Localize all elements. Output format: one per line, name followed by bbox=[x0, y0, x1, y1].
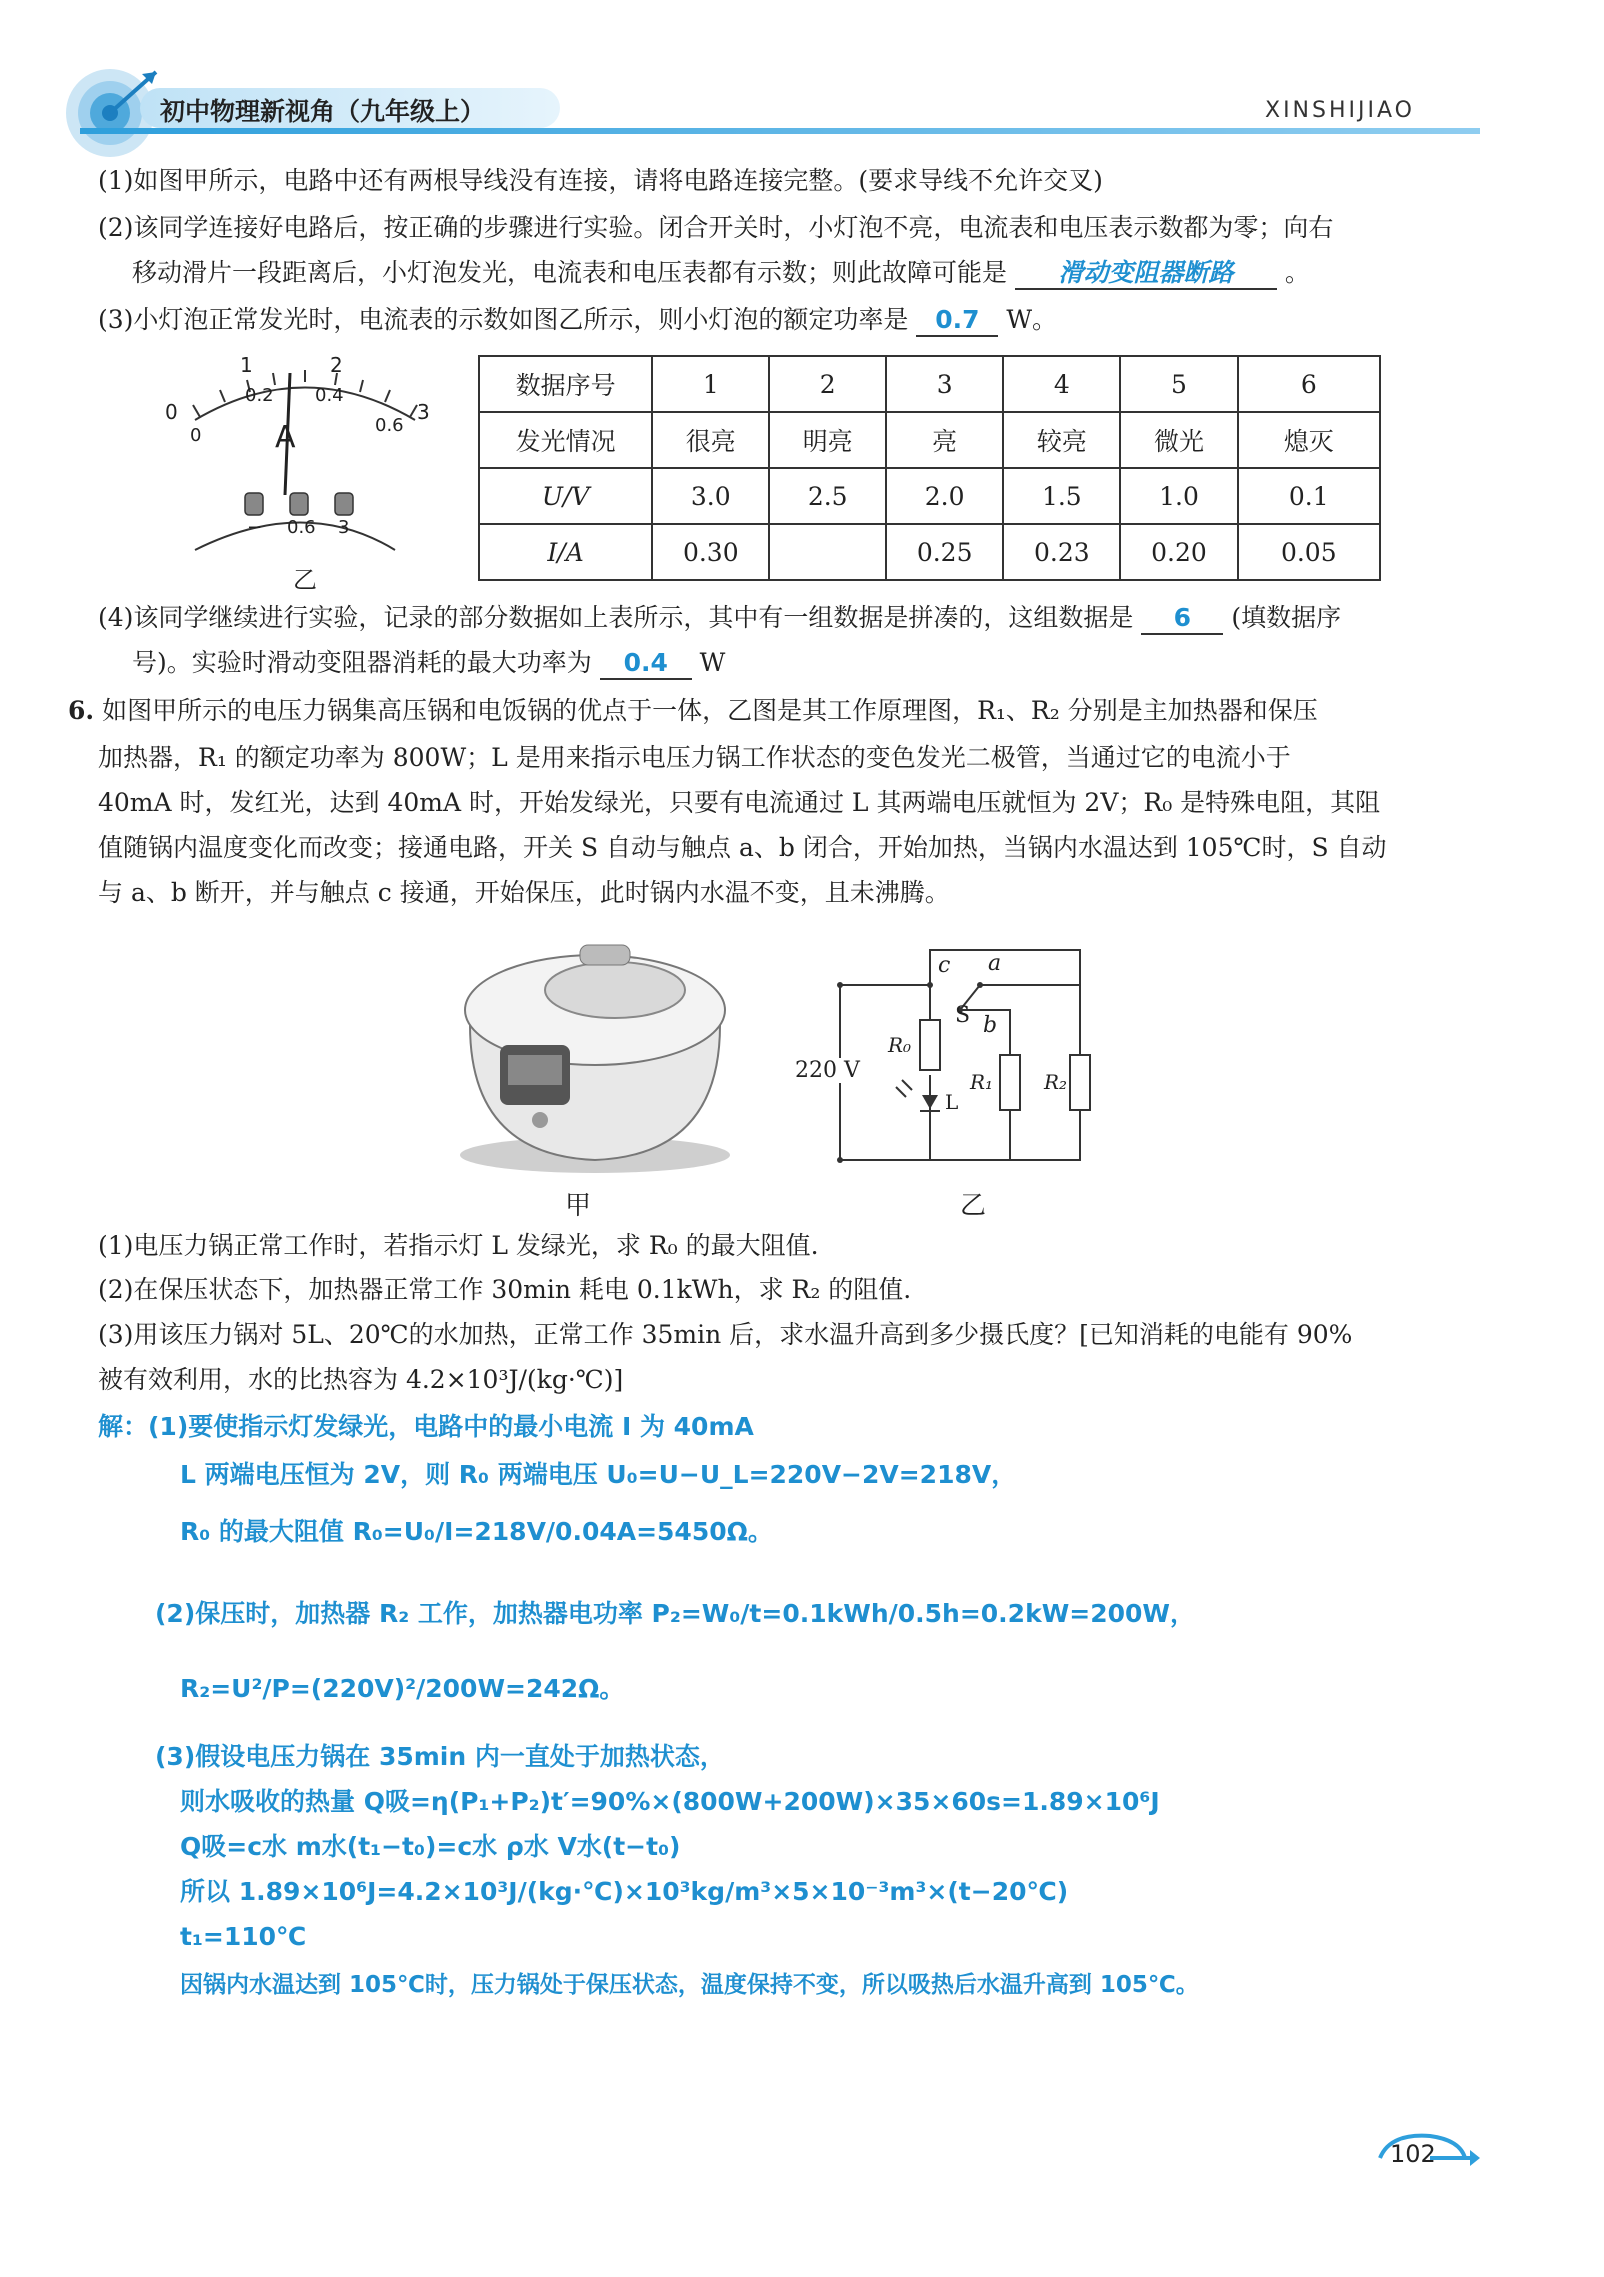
q5-part4-text: (4)该同学继续进行实验，记录的部分数据如上表所示，其中有一组数据是拼凑的，这组数据是 bbox=[98, 603, 1134, 632]
ammeter-caption: 乙 bbox=[293, 566, 317, 594]
q5-part2-text: 移动滑片一段距离后，小灯泡发光，电流表和电压表都有示数；则此故障可能是 bbox=[132, 258, 1008, 287]
table-cell: 6 bbox=[1238, 356, 1380, 412]
table-cell: 0.1 bbox=[1238, 468, 1380, 524]
table-cell: 0.23 bbox=[1003, 524, 1120, 580]
pressure-cooker-image bbox=[440, 915, 750, 1185]
ammeter-dial-icon bbox=[155, 345, 455, 575]
circuit-voltage: 220 V bbox=[795, 1058, 860, 1083]
table-cell: 3.0 bbox=[652, 468, 769, 524]
ammeter-scale-bottom-1: 0.2 bbox=[245, 385, 274, 406]
q6-sub2: (2)在保压状态下，加热器正常工作 30min 耗电 0.1kWh，求 R₂ 的阻值. bbox=[98, 1275, 912, 1304]
table-cell: 0.30 bbox=[652, 524, 769, 580]
ammeter-terminal-3: 3 bbox=[338, 517, 350, 538]
table-cell: 明亮 bbox=[769, 412, 886, 468]
circuit-label-s: S bbox=[955, 1003, 971, 1028]
table-row bbox=[479, 412, 1380, 468]
q5-part4-answer2: 0.4 bbox=[600, 648, 692, 680]
ammeter-figure bbox=[155, 345, 455, 595]
ammeter-scale-bottom-2: 0.4 bbox=[315, 385, 344, 406]
q5-part1: (1)如图甲所示，电路中还有两根导线没有连接，请将电路连接完整。(要求导线不允许交叉) bbox=[98, 166, 1103, 195]
table-cell: 2.5 bbox=[769, 468, 886, 524]
q6-sub3-line2: 被有效利用，水的比热容为 4.2×10³J/(kg·℃)] bbox=[98, 1365, 624, 1394]
q5-part3-text: (3)小灯泡正常发光时，电流表的示数如图乙所示，则小灯泡的额定功率是 bbox=[98, 305, 909, 334]
ammeter-terminal-06: 0.6 bbox=[287, 517, 316, 538]
table-row bbox=[479, 468, 1380, 524]
header-title: 初中物理新视角（九年级上） bbox=[160, 97, 486, 126]
table-cell: I/A bbox=[479, 524, 652, 580]
solution-line3: R₀ 的最大阻值 R₀=U₀/I=218V/0.04A=5450Ω。 bbox=[180, 1517, 773, 1546]
table-cell: 发光情况 bbox=[479, 412, 652, 468]
circuit-label-c: c bbox=[938, 953, 951, 978]
q5-part2-end: 。 bbox=[1284, 258, 1310, 287]
solution-line5: R₂=U²/P=(220V)²/200W=242Ω。 bbox=[180, 1674, 625, 1703]
header-rule bbox=[80, 128, 1480, 134]
circuit-label-b: b bbox=[983, 1013, 998, 1038]
q5-part3-unit: W。 bbox=[1006, 305, 1058, 334]
ammeter-scale-top-2: 2 bbox=[330, 353, 343, 377]
solution-line10: t₁=110℃ bbox=[180, 1922, 307, 1951]
data-table bbox=[478, 355, 1381, 581]
solution-line8: Q吸=c水 m水(t₁−t₀)=c水 ρ水 V水(t−t₀) bbox=[180, 1832, 681, 1861]
solution-line4: (2)保压时，加热器 R₂ 工作，加热器电功率 P₂=W₀/t=0.1kWh/0.5h=0.2kW=200W， bbox=[155, 1599, 1195, 1628]
q6-line4: 值随锅内温度变化而改变；接通电路，开关 S 自动与触点 a、b 闭合，开始加热，当锅内水温达到 105℃时，S 自动 bbox=[98, 833, 1387, 862]
header-bar bbox=[60, 78, 1480, 138]
q5-part3-answer: 0.7 bbox=[916, 305, 998, 337]
q5-part4-answer1: 6 bbox=[1141, 603, 1223, 635]
q6-text1: 如图甲所示的电压力锅集高压锅和电饭锅的优点于一体，乙图是其工作原理图，R₁、R₂ 分别是主加热器和保压 bbox=[102, 696, 1318, 725]
ammeter-scale-top-1: 1 bbox=[240, 353, 253, 377]
circuit-label-r0: R₀ bbox=[888, 1033, 912, 1057]
q5-part4-tail: (填数据序 bbox=[1231, 603, 1342, 632]
table-cell: 较亮 bbox=[1003, 412, 1120, 468]
header-brand: XINSHIJIAO bbox=[1265, 98, 1415, 123]
table-cell: 熄灭 bbox=[1238, 412, 1380, 468]
table-cell bbox=[769, 524, 886, 580]
circuit-diagram bbox=[795, 925, 1100, 1175]
q5-part4-line2 bbox=[132, 645, 725, 681]
q6-sub1: (1)电压力锅正常工作时，若指示灯 L 发绿光，求 R₀ 的最大阻值. bbox=[98, 1231, 819, 1260]
q6-line2: 加热器，R₁ 的额定功率为 800W；L 是用来指示电压力锅工作状态的变色发光二极管，当通过它的电流小于 bbox=[98, 743, 1291, 772]
table-cell: 0.25 bbox=[886, 524, 1003, 580]
ammeter-scale-top-3: 3 bbox=[417, 400, 430, 424]
page-number: 102 bbox=[1390, 2140, 1436, 2168]
solution-line11: 因锅内水温达到 105℃时，压力锅处于保压状态，温度保持不变，所以吸热后水温升高到 105℃。 bbox=[180, 1972, 1199, 1998]
table-cell: 数据序号 bbox=[479, 356, 652, 412]
table-cell: 2 bbox=[769, 356, 886, 412]
ammeter-terminal-minus: − bbox=[247, 517, 263, 538]
ammeter-letter: A bbox=[275, 420, 296, 455]
q5-part2-answer: 滑动变阻器断路 bbox=[1015, 258, 1277, 290]
circuit-label-l: L bbox=[945, 1090, 959, 1114]
q5-part2-line1: (2)该同学连接好电路后，按正确的步骤进行实验。闭合开关时，小灯泡不亮，电流表和电压表示数都为零；向右 bbox=[98, 213, 1334, 242]
q6-line3: 40mA 时，发红光，达到 40mA 时，开始发绿光，只要有电流通过 L 其两端电压就恒为 2V；R₀ 是特殊电阻，其阻 bbox=[98, 788, 1381, 817]
q6-sub3-line1: (3)用该压力锅对 5L、20℃的水加热，正常工作 35min 后，求水温升高到多少摄氏度？[已知消耗的电能有 90% bbox=[98, 1320, 1353, 1349]
ammeter-scale-bottom-3: 0.6 bbox=[375, 415, 404, 436]
q6-line5: 与 a、b 断开，并与触点 c 接通，开始保压，此时锅内水温不变，且未沸腾。 bbox=[98, 878, 950, 907]
table-cell: 4 bbox=[1003, 356, 1120, 412]
solution-line6: (3)假设电压力锅在 35min 内一直处于加热状态， bbox=[155, 1742, 725, 1771]
ammeter-scale-top-0: 0 bbox=[165, 400, 178, 424]
q6-line1 bbox=[68, 693, 1318, 729]
table-cell: U/V bbox=[479, 468, 652, 524]
table-cell: 5 bbox=[1120, 356, 1237, 412]
table-cell: 1 bbox=[652, 356, 769, 412]
q5-part3 bbox=[98, 302, 1057, 338]
solution-line9: 所以 1.89×10⁶J=4.2×10³J/(kg·℃)×10³kg/m³×5×10⁻³m³×(t−20℃) bbox=[180, 1877, 1069, 1906]
solution-line7: 则水吸收的热量 Q吸=η(P₁+P₂)t′=90%×(800W+200W)×35×60s=1.89×10⁶J bbox=[180, 1787, 1160, 1816]
circuit-label-a: a bbox=[988, 951, 1002, 976]
table-cell: 0.05 bbox=[1238, 524, 1380, 580]
table-cell: 3 bbox=[886, 356, 1003, 412]
q5-part4-text2: 号)。实验时滑动变阻器消耗的最大功率为 bbox=[132, 648, 592, 677]
table-cell: 2.0 bbox=[886, 468, 1003, 524]
solution-line1: 解：(1)要使指示灯发绿光，电路中的最小电流 I 为 40mA bbox=[98, 1412, 754, 1441]
table-cell: 很亮 bbox=[652, 412, 769, 468]
circuit-label-r2: R₂ bbox=[1044, 1070, 1068, 1094]
q5-part4-unit: W bbox=[699, 648, 726, 677]
ammeter-scale-bottom-0: 0 bbox=[190, 425, 202, 446]
table-row bbox=[479, 524, 1380, 580]
solution-line2: L 两端电压恒为 2V，则 R₀ 两端电压 U₀=U−U_L=220V−2V=218V， bbox=[180, 1460, 1017, 1489]
circuit-label-r1: R₁ bbox=[970, 1070, 994, 1094]
q5-part2-line2 bbox=[132, 255, 1310, 291]
table-cell: 亮 bbox=[886, 412, 1003, 468]
fig-yi-caption: 乙 bbox=[960, 1191, 987, 1221]
table-cell: 微光 bbox=[1120, 412, 1237, 468]
table-cell: 0.20 bbox=[1120, 524, 1237, 580]
page-arrow-icon bbox=[1370, 2128, 1480, 2188]
table-cell: 1.5 bbox=[1003, 468, 1120, 524]
table-cell: 1.0 bbox=[1120, 468, 1237, 524]
fig-jia-caption: 甲 bbox=[565, 1191, 592, 1221]
q5-part4-line1 bbox=[98, 600, 1341, 636]
q6-number: 6. bbox=[68, 696, 95, 725]
table-row bbox=[479, 356, 1380, 412]
